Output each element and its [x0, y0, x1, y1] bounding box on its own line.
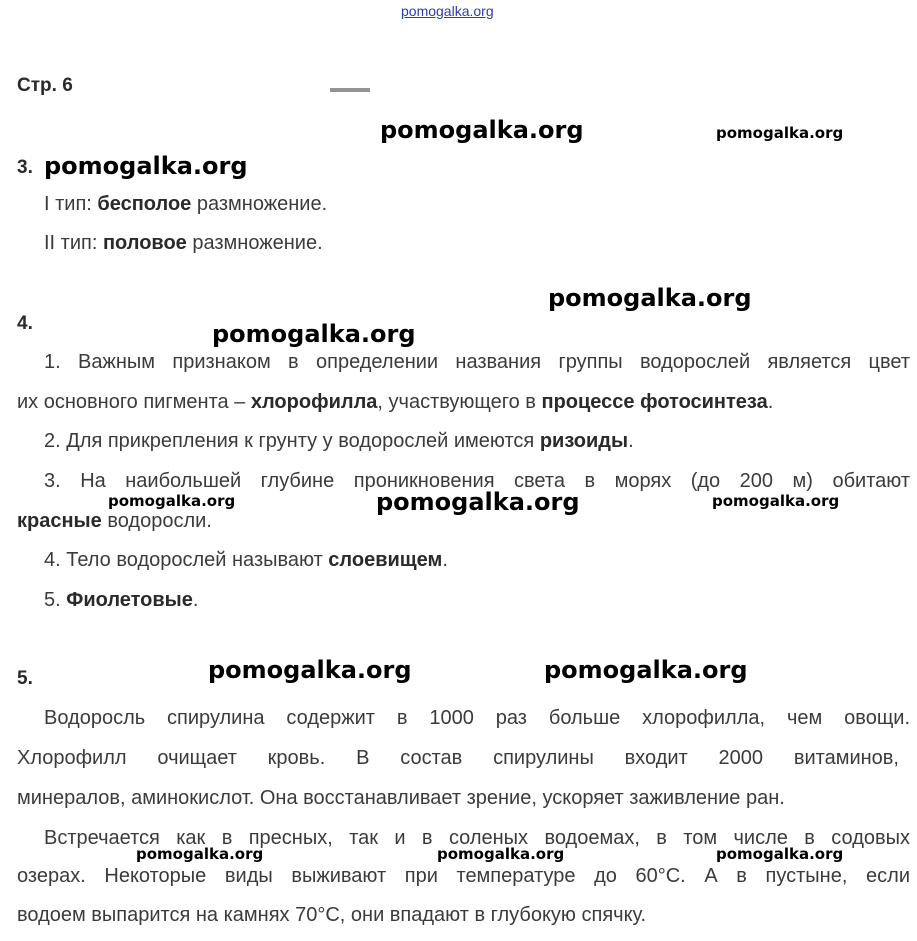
q4-item-3-line-2: красные водоросли. [17, 510, 212, 532]
watermark-large: pomogalka.org [544, 656, 748, 684]
question-number-3: 3. [17, 157, 33, 178]
q5-paragraph-2-line-3: водоем выпарится на камнях 70°С, они впадают в глубокую спячку. [17, 904, 647, 926]
watermark-large: pomogalka.org [212, 320, 416, 348]
obscured-heading-fragment [330, 88, 370, 92]
q5-paragraph-2-line-2: озерах. Некоторые виды выживают при температуре до 60°С. А в пустыне, если [17, 865, 910, 887]
watermark-small: pomogalka.org [712, 492, 840, 510]
watermark-large: pomogalka.org [380, 116, 584, 144]
question-number-4: 4. [17, 313, 33, 334]
q5-paragraph-1-line-2: Хлорофилл очищает кровь. В состав спирулины входит 2000 витаминов, [17, 747, 899, 769]
watermark-small: pomogalka.org [716, 124, 844, 142]
watermark-large: pomogalka.org [44, 152, 248, 180]
q4-item-5: 5. Фиолетовые. [44, 589, 199, 611]
q3-line-1: I тип: бесполое размножение. [44, 193, 328, 215]
q5-paragraph-1-line-3: минералов, аминокислот. Она восстанавливает зрение, ускоряет заживление ран. [17, 787, 785, 809]
q5-paragraph-1-line-1: Водоросль спирулина содержит в 1000 раз больше хлорофилла, чем овощи. [44, 707, 910, 729]
watermark-large: pomogalka.org [548, 284, 752, 312]
q5-paragraph-2-line-1: Встречается как в пресных, так и в соленых водоемах, в том числе в содовых [44, 827, 910, 849]
q4-item-4: 4. Тело водорослей называют слоевищем. [44, 549, 448, 571]
watermark-small: pomogalka.org [716, 845, 844, 863]
q4-item-3-line-1: 3. На наибольшей глубине проникновения света в морях (до 200 м) обитают [44, 470, 910, 492]
watermark-large: pomogalka.org [376, 488, 580, 516]
page-reference: Стр. 6 [17, 75, 73, 96]
watermark-small: pomogalka.org [108, 492, 236, 510]
watermark-small: pomogalka.org [437, 845, 565, 863]
watermark-top-link[interactable]: pomogalka.org [401, 3, 494, 19]
q4-item-1-line-2: их основного пигмента – хлорофилла, участвующего в процессе фотосинтеза. [17, 391, 774, 413]
q4-item-1-line-1: 1. Важным признаком в определении названия группы водорослей является цвет [44, 351, 910, 373]
q3-line-2: II тип: половое размножение. [44, 232, 323, 254]
question-number-5: 5. [17, 668, 33, 689]
q4-item-2: 2. Для прикрепления к грунту у водорослей имеются ризоиды. [44, 430, 634, 452]
watermark-small: pomogalka.org [136, 845, 264, 863]
watermark-large: pomogalka.org [208, 656, 412, 684]
